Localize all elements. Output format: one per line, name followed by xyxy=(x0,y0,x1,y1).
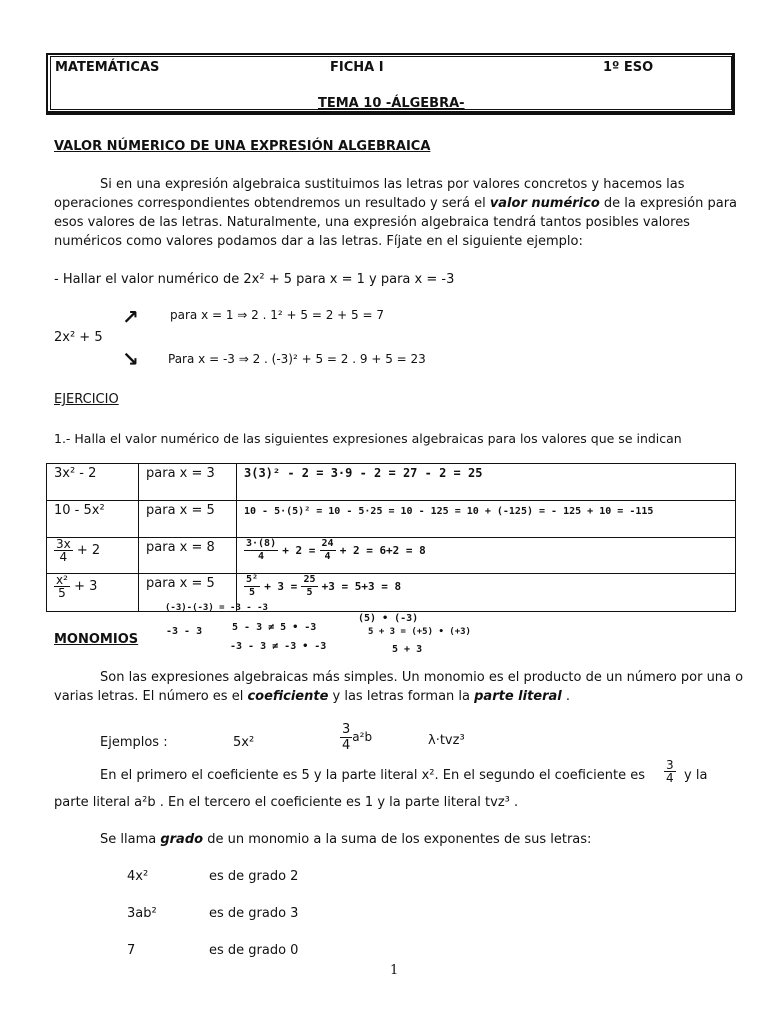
condition-cell: para x = 3 xyxy=(139,464,237,501)
paragraph-line: numéricos como valores podamos dar a las letras. Fíjate en el siguiente ejemplo: xyxy=(54,234,583,249)
handwritten-note: 5 + 3 = (+5) • (+3) xyxy=(368,627,471,637)
degree-monomial: 7 xyxy=(127,943,136,958)
handwritten-note: -3 - 3 xyxy=(166,626,203,637)
paragraph-line: esos valores de las letras. Naturalmente, una expresión algebraica tendrá tantos posibles valores xyxy=(54,215,690,230)
exercise-table xyxy=(46,463,736,612)
answer-cell: 10 - 5·(5)² = 10 - 5·25 = 10 - 125 = 10 + (-125) = - 125 + 10 = -115 xyxy=(237,501,736,538)
example-monomial: 5x² xyxy=(233,735,255,750)
example-monomial: $\frac{3}{4}$ a²b xyxy=(342,722,373,753)
table-row xyxy=(47,501,736,538)
expression-cell: $\frac{3x}{4}$ + 2 xyxy=(47,538,139,574)
paragraph-line: parte literal a²b . En el tercero el coeficiente es 1 y la parte literal tvz³ . xyxy=(54,795,519,810)
header-sheet: FICHA I xyxy=(330,60,384,75)
examples-label: Ejemplos : xyxy=(100,735,168,750)
example-case-2: Para x = -3 ⇒ 2 . (-3)² + 5 = 2 . 9 + 5 = 23 xyxy=(168,352,426,366)
paragraph-line: Se llama grado de un monomio a la suma de los exponentes de sus letras: xyxy=(100,832,592,847)
condition-cell: para x = 5 xyxy=(139,574,237,612)
arrow-down-right-icon: ↘ xyxy=(122,347,139,371)
paragraph-line: y la xyxy=(684,768,708,783)
example-statement: - Hallar el valor numérico de 2x² + 5 para x = 1 y para x = -3 xyxy=(54,272,455,287)
handwritten-note: 5 + 3 xyxy=(392,644,423,655)
degree-text: es de grado 0 xyxy=(209,943,299,958)
header-subject: MATEMÁTICAS xyxy=(55,60,160,75)
example-expression: 2x² + 5 xyxy=(54,330,103,345)
expression-cell: 10 - 5x² xyxy=(47,501,139,538)
handwritten-note: (-3)-(-3) = -3 - -3 xyxy=(165,603,268,613)
fraction: $\frac{3}{4}$ xyxy=(666,758,674,785)
exercise-statement: 1.- Halla el valor numérico de las siguientes expresiones algebraicas para los valores que se indican xyxy=(54,431,682,446)
expression-cell: 3x² - 2 xyxy=(47,464,139,501)
exercise-title: EJERCICIO xyxy=(54,392,119,407)
degree-text: es de grado 2 xyxy=(209,869,299,884)
table-row xyxy=(47,538,736,574)
degree-monomial: 3ab² xyxy=(127,906,157,921)
degree-monomial: 4x² xyxy=(127,869,149,884)
section-title-valor-numerico: VALOR NÚMERICO DE UNA EXPRESIÓN ALGEBRAICA xyxy=(54,139,431,154)
handwritten-note: 5 - 3 ≠ 5 • -3 xyxy=(232,622,317,633)
expression-cell: $\frac{\text{x²}}{5}$ + 3 xyxy=(47,574,139,612)
example-case-1: para x = 1 ⇒ 2 . 1² + 5 = 2 + 5 = 7 xyxy=(170,308,384,322)
condition-cell: para x = 8 xyxy=(139,538,237,574)
example-monomial: λ·tvz³ xyxy=(428,733,465,748)
page-number: 1 xyxy=(390,963,399,978)
section-title-monomios: MONOMIOS xyxy=(54,632,139,647)
handwritten-note: (5) • (-3) xyxy=(358,613,419,624)
answer-cell: $\frac{3\cdot(8)}{4}$ + 2 = $\frac{24}{4}$ + 2 = 6+2 = 8 xyxy=(237,538,736,574)
table-row xyxy=(47,574,736,612)
paragraph-line: operaciones correspondientes obtendremos un resultado y será el valor numérico de la expresión para xyxy=(54,196,738,211)
paragraph-line: Son las expresiones algebraicas más simples. Un monomio es el producto de un número por una o xyxy=(100,670,744,685)
paragraph-line: En el primero el coeficiente es 5 y la parte literal x². En el segundo el coeficiente es xyxy=(100,768,645,783)
header-grade: 1º ESO xyxy=(603,60,654,75)
degree-text: es de grado 3 xyxy=(209,906,299,921)
arrow-up-right-icon: ↗ xyxy=(122,305,139,329)
header-topic: TEMA 10 -ÁLGEBRA- xyxy=(318,96,465,111)
table-row xyxy=(47,464,736,501)
answer-cell: 3(3)² - 2 = 3·9 - 2 = 27 - 2 = 25 xyxy=(237,464,736,501)
condition-cell: para x = 5 xyxy=(139,501,237,538)
paragraph-line: Si en una expresión algebraica sustituimos las letras por valores concretos y hacemos las xyxy=(100,177,685,192)
handwritten-note: -3 - 3 ≠ -3 • -3 xyxy=(230,641,327,652)
answer-cell: $\frac{\text{5²}}{5}$ + 3 = $\frac{25}{5}$ +3 = 5+3 = 8 xyxy=(237,574,736,612)
paragraph-line: varias letras. El número es el coeficiente y las letras forman la parte literal . xyxy=(54,689,571,704)
